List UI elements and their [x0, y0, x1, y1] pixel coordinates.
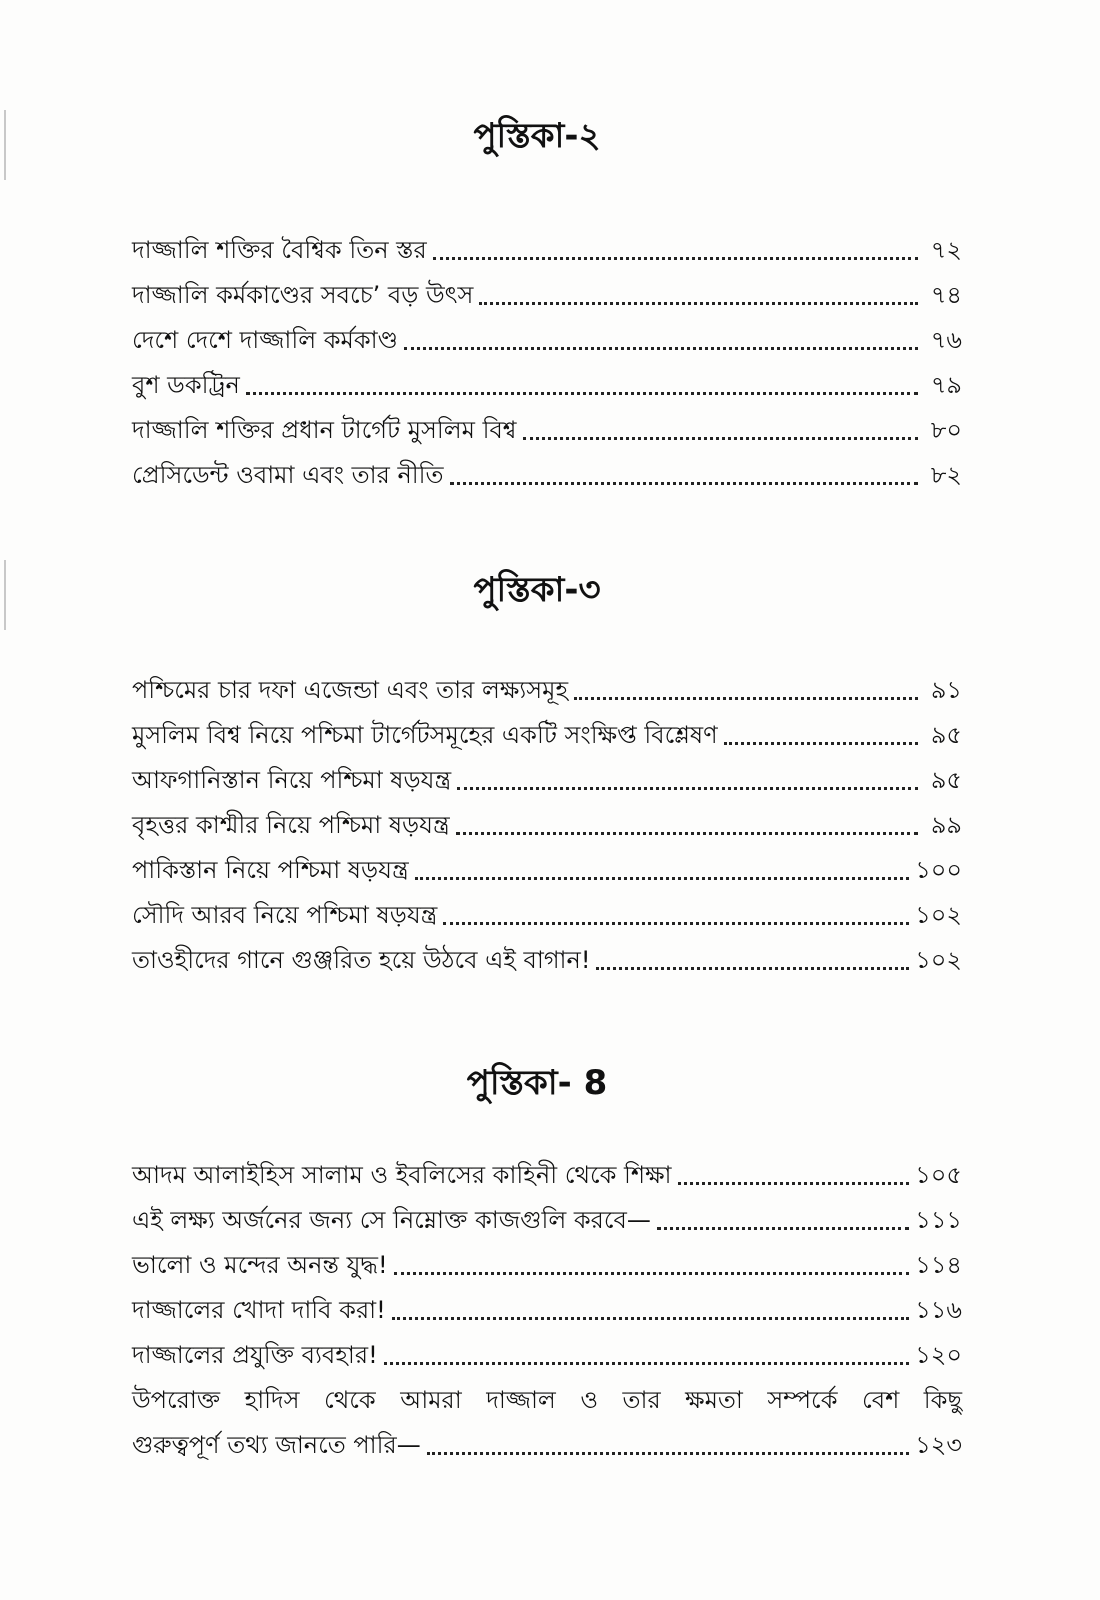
dot-leader: [657, 1227, 909, 1230]
page-edge-mark: [4, 110, 6, 180]
entry-page-number: ১০২: [915, 946, 962, 974]
entry-title: তাওহীদের গানে গুঞ্জরিত হয়ে উঠবে এই বাগান!: [132, 946, 591, 974]
entry-page-number: ৮২: [930, 461, 962, 489]
entry-title: ভালো ও মন্দের অনন্ত যুদ্ধ!: [132, 1251, 388, 1279]
toc-entry: [132, 848, 962, 893]
entry-page-number: ৭৬: [930, 326, 962, 354]
toc-entry-wrapped: [132, 1378, 962, 1468]
entry-page-number: ১০৫: [915, 1161, 962, 1189]
entry-page-number: ৯৫: [930, 721, 962, 749]
toc-section-3: [132, 562, 962, 983]
dot-leader: [457, 787, 918, 790]
toc-list: [132, 228, 962, 498]
entry-page-number: ১১৬: [915, 1296, 962, 1324]
entry-second-line: [132, 1423, 962, 1468]
page-edge-mark: [4, 560, 6, 630]
entry-title: পশ্চিমের চার দফা এজেন্ডা এবং তার লক্ষ্যসমূহ: [132, 676, 569, 704]
toc-entry: [132, 668, 962, 713]
entry-page-number: ১০২: [915, 901, 962, 929]
toc-entry: [132, 453, 962, 498]
toc-entry: [132, 893, 962, 938]
entry-title: প্রেসিডেন্ট ওবামা এবং তার নীতি: [132, 461, 444, 489]
entry-title-line-2: গুরুত্বপূর্ণ তথ্য জানতে পারি—: [132, 1431, 421, 1459]
entry-title: আদম আলাইহিস সালাম ও ইবলিসের কাহিনী থেকে শিক্ষা: [132, 1161, 672, 1189]
toc-entry: [132, 758, 962, 803]
dot-leader: [384, 1362, 910, 1365]
dot-leader: [392, 1317, 910, 1320]
entry-title: দাজ্জালি কর্মকাণ্ডের সবচে’ বড় উৎস: [132, 281, 474, 309]
entry-title: দাজ্জালি শক্তির বৈশ্বিক তিন স্তর: [132, 236, 427, 264]
dot-leader: [596, 967, 909, 970]
entry-title: দাজ্জালের প্রযুক্তি ব্যবহার!: [132, 1341, 378, 1369]
toc-list: [132, 1153, 962, 1468]
entry-page-number: ৭৯: [930, 371, 962, 399]
toc-list: [132, 668, 962, 983]
toc-entry: [132, 1198, 962, 1243]
dot-leader: [427, 1452, 910, 1455]
dot-leader: [443, 922, 909, 925]
entry-page-number: ১১১: [915, 1206, 962, 1234]
entry-page-number: ৮০: [930, 416, 962, 444]
toc-entry: [132, 713, 962, 758]
entry-title: বৃহত্তর কাশ্মীর নিয়ে পশ্চিমা ষড়যন্ত্র: [132, 811, 450, 839]
entry-title: দেশে দেশে দাজ্জালি কর্মকাণ্ড: [132, 326, 398, 354]
toc-entry: [132, 803, 962, 848]
dot-leader: [394, 1272, 910, 1275]
toc-entry: [132, 363, 962, 408]
toc-section-2: [132, 108, 962, 498]
entry-title: মুসলিম বিশ্ব নিয়ে পশ্চিমা টার্গেটসমূহের একটি সংক্ষিপ্ত বিশ্লেষণ: [132, 721, 718, 749]
entry-page-number: ৭২: [930, 236, 962, 264]
dot-leader: [479, 302, 918, 305]
entry-title: দাজ্জালি শক্তির প্রধান টার্গেট মুসলিম বিশ্ব: [132, 416, 517, 444]
toc-entry: [132, 318, 962, 363]
entry-page-number: ১০০: [915, 856, 962, 884]
toc-entry: [132, 1153, 962, 1198]
toc-entry: [132, 408, 962, 453]
entry-page-number: ৯৫: [930, 766, 962, 794]
entry-title: এই লক্ষ্য অর্জনের জন্য সে নিম্নোক্ত কাজগুলি করবে—: [132, 1206, 651, 1234]
dot-leader: [724, 742, 918, 745]
dot-leader: [246, 392, 918, 395]
dot-leader: [574, 697, 918, 700]
section-heading: পুস্তিকা-৩: [473, 570, 601, 610]
entry-title: দাজ্জালের খোদা দাবি করা!: [132, 1296, 386, 1324]
entry-page-number: ৯১: [930, 676, 962, 704]
entry-page-number: ১১৪: [915, 1251, 962, 1279]
entry-page-number: ১২০: [915, 1341, 962, 1369]
entry-title: বুশ ডকট্রিন: [132, 371, 240, 399]
toc-entry: [132, 228, 962, 273]
section-heading: পুস্তিকা- 8: [466, 1063, 608, 1103]
dot-leader: [678, 1182, 910, 1185]
entry-page-number: ১২৩: [915, 1431, 962, 1459]
entry-title-line-1: উপরোক্ত হাদিস থেকে আমরা দাজ্জাল ও তার ক্ষমতা সম্পর্কে বেশ কিছু: [132, 1386, 962, 1414]
entry-title: পাকিস্তান নিয়ে পশ্চিমা ষড়যন্ত্র: [132, 856, 409, 884]
entry-title: সৌদি আরব নিয়ে পশ্চিমা ষড়যন্ত্র: [132, 901, 438, 929]
dot-leader: [404, 347, 918, 350]
dot-leader: [456, 832, 918, 835]
dot-leader: [415, 877, 910, 880]
entry-title: আফগানিস্তান নিয়ে পশ্চিমা ষড়যন্ত্র: [132, 766, 452, 794]
toc-entry: [132, 1333, 962, 1378]
dot-leader: [450, 482, 918, 485]
entry-page-number: ৭৪: [930, 281, 962, 309]
toc-entry: [132, 273, 962, 318]
toc-entry: [132, 938, 962, 983]
toc-section-4: [132, 1055, 962, 1468]
dot-leader: [523, 437, 918, 440]
dot-leader: [433, 257, 918, 260]
toc-entry: [132, 1243, 962, 1288]
section-heading: পুস্তিকা-২: [473, 116, 601, 156]
entry-page-number: ৯৯: [930, 811, 962, 839]
toc-entry: [132, 1288, 962, 1333]
